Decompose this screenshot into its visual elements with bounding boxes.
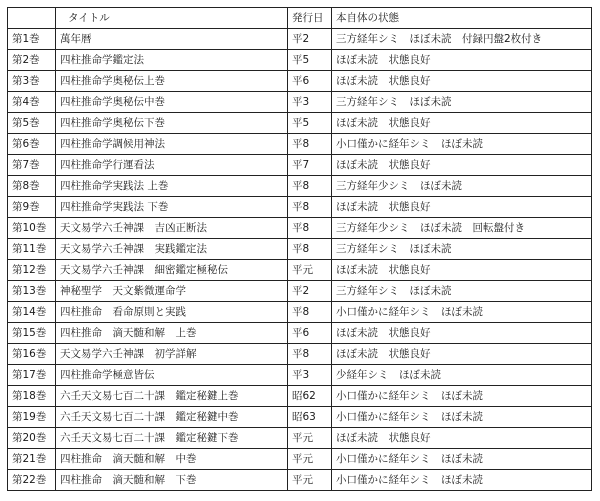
table-row: [8, 239, 592, 260]
cell-condition: ほぼ未読 状態良好: [332, 428, 592, 449]
table-row: [8, 302, 592, 323]
cell-published: 平7: [288, 155, 332, 176]
cell-condition: ほぼ未読 状態良好: [332, 50, 592, 71]
cell-published: 平8: [288, 176, 332, 197]
cell-volume: 第13巻: [8, 281, 56, 302]
table-row: [8, 155, 592, 176]
cell-published: 平6: [288, 323, 332, 344]
cell-volume: 第17巻: [8, 365, 56, 386]
cell-published: 平2: [288, 29, 332, 50]
table-row: [8, 386, 592, 407]
header-volume: [8, 8, 56, 29]
cell-condition: 三方経年シミ ほぼ未読: [332, 239, 592, 260]
cell-published: 平8: [288, 197, 332, 218]
cell-volume: 第14巻: [8, 302, 56, 323]
cell-title: 六壬天文易七百二十課 鑑定秘鍵下巻: [56, 428, 288, 449]
cell-published: 平5: [288, 113, 332, 134]
cell-title: 天文易学六壬神課 細密鑑定極秘伝: [56, 260, 288, 281]
cell-published: 平8: [288, 134, 332, 155]
header-condition: 本自体の状態: [332, 8, 592, 29]
cell-title: 天文易学六壬神課 初学詳解: [56, 344, 288, 365]
cell-condition: 小口僅かに経年シミ ほぼ未読: [332, 449, 592, 470]
cell-published: 昭63: [288, 407, 332, 428]
cell-published: 平3: [288, 92, 332, 113]
cell-published: 平5: [288, 50, 332, 71]
cell-title: 四柱推命学奥秘伝下巻: [56, 113, 288, 134]
cell-volume: 第9巻: [8, 197, 56, 218]
cell-published: 平元: [288, 470, 332, 491]
table-row: [8, 260, 592, 281]
cell-published: 平元: [288, 449, 332, 470]
table-row: [8, 134, 592, 155]
cell-published: 平8: [288, 218, 332, 239]
cell-title: 天文易学六壬神課 吉凶正断法: [56, 218, 288, 239]
cell-published: 昭62: [288, 386, 332, 407]
cell-published: 平2: [288, 281, 332, 302]
cell-title: 六壬天文易七百二十課 鑑定秘鍵中巻: [56, 407, 288, 428]
book-table: [7, 7, 592, 491]
cell-title: 四柱推命学鑑定法: [56, 50, 288, 71]
table-row: [8, 71, 592, 92]
cell-title: 四柱推命 看命原則と実践: [56, 302, 288, 323]
cell-title: 六壬天文易七百二十課 鑑定秘鍵上巻: [56, 386, 288, 407]
table-row: [8, 344, 592, 365]
table-body: [8, 29, 592, 491]
cell-condition: ほぼ未読 状態良好: [332, 71, 592, 92]
cell-title: 四柱推命学奥秘伝中巻: [56, 92, 288, 113]
cell-published: 平8: [288, 344, 332, 365]
cell-volume: 第3巻: [8, 71, 56, 92]
cell-title: 天文易学六壬神課 実践鑑定法: [56, 239, 288, 260]
table-row: [8, 323, 592, 344]
cell-title: 四柱推命 滴天髄和解 上巻: [56, 323, 288, 344]
cell-condition: 小口僅かに経年シミ ほぼ未読: [332, 407, 592, 428]
header-title: タイトル: [56, 8, 288, 29]
table-row: [8, 365, 592, 386]
cell-published: 平元: [288, 260, 332, 281]
cell-condition: 三方経年シミ ほぼ未読: [332, 92, 592, 113]
table-row: [8, 281, 592, 302]
cell-volume: 第8巻: [8, 176, 56, 197]
cell-title: 神秘聖学 天文紫微運命学: [56, 281, 288, 302]
table-row: [8, 50, 592, 71]
cell-title: 四柱推命学実践法 下巻: [56, 197, 288, 218]
cell-volume: 第18巻: [8, 386, 56, 407]
cell-title: 四柱推命 滴天髄和解 下巻: [56, 470, 288, 491]
cell-condition: 少経年シミ ほぼ未読: [332, 365, 592, 386]
table-row: [8, 218, 592, 239]
table-row: [8, 449, 592, 470]
cell-condition: 小口僅かに経年シミ ほぼ未読: [332, 470, 592, 491]
cell-title: 四柱推命学極意皆伝: [56, 365, 288, 386]
cell-title: 四柱推命学行運看法: [56, 155, 288, 176]
cell-published: 平8: [288, 302, 332, 323]
cell-volume: 第11巻: [8, 239, 56, 260]
cell-volume: 第1巻: [8, 29, 56, 50]
cell-published: 平3: [288, 365, 332, 386]
table-row: [8, 407, 592, 428]
header-row: [8, 8, 592, 29]
cell-condition: ほぼ未読 状態良好: [332, 155, 592, 176]
cell-volume: 第21巻: [8, 449, 56, 470]
cell-title: 四柱推命学奥秘伝上巻: [56, 71, 288, 92]
cell-title: 萬年暦: [56, 29, 288, 50]
cell-volume: 第5巻: [8, 113, 56, 134]
table-row: [8, 197, 592, 218]
cell-volume: 第10巻: [8, 218, 56, 239]
table-row: [8, 29, 592, 50]
cell-volume: 第16巻: [8, 344, 56, 365]
cell-volume: 第7巻: [8, 155, 56, 176]
cell-published: 平元: [288, 428, 332, 449]
cell-volume: 第15巻: [8, 323, 56, 344]
cell-volume: 第19巻: [8, 407, 56, 428]
cell-condition: 小口僅かに経年シミ ほぼ未読: [332, 386, 592, 407]
cell-condition: 小口僅かに経年シミ ほぼ未読: [332, 134, 592, 155]
table-row: [8, 113, 592, 134]
cell-condition: ほぼ未読 状態良好: [332, 260, 592, 281]
cell-published: 平8: [288, 239, 332, 260]
cell-condition: ほぼ未読 状態良好: [332, 197, 592, 218]
cell-condition: ほぼ未読 状態良好: [332, 113, 592, 134]
cell-volume: 第6巻: [8, 134, 56, 155]
cell-volume: 第2巻: [8, 50, 56, 71]
header-published: 発行日: [288, 8, 332, 29]
cell-condition: ほぼ未読 状態良好: [332, 344, 592, 365]
table-row: [8, 176, 592, 197]
cell-condition: 三方経年少シミ ほぼ未読 回転盤付き: [332, 218, 592, 239]
cell-volume: 第4巻: [8, 92, 56, 113]
book-list-sheet: [7, 7, 592, 491]
cell-condition: ほぼ未読 状態良好: [332, 323, 592, 344]
cell-condition: 三方経年少シミ ほぼ未読: [332, 176, 592, 197]
table-row: [8, 92, 592, 113]
cell-volume: 第20巻: [8, 428, 56, 449]
cell-volume: 第12巻: [8, 260, 56, 281]
cell-condition: 三方経年シミ ほぼ未読 付録円盤2枚付き: [332, 29, 592, 50]
table-row: [8, 428, 592, 449]
cell-published: 平6: [288, 71, 332, 92]
cell-title: 四柱推命 滴天髄和解 中巻: [56, 449, 288, 470]
cell-title: 四柱推命学調候用神法: [56, 134, 288, 155]
cell-condition: 三方経年シミ ほぼ未読: [332, 281, 592, 302]
table-row: [8, 470, 592, 491]
cell-volume: 第22巻: [8, 470, 56, 491]
cell-condition: 小口僅かに経年シミ ほぼ未読: [332, 302, 592, 323]
cell-title: 四柱推命学実践法 上巻: [56, 176, 288, 197]
